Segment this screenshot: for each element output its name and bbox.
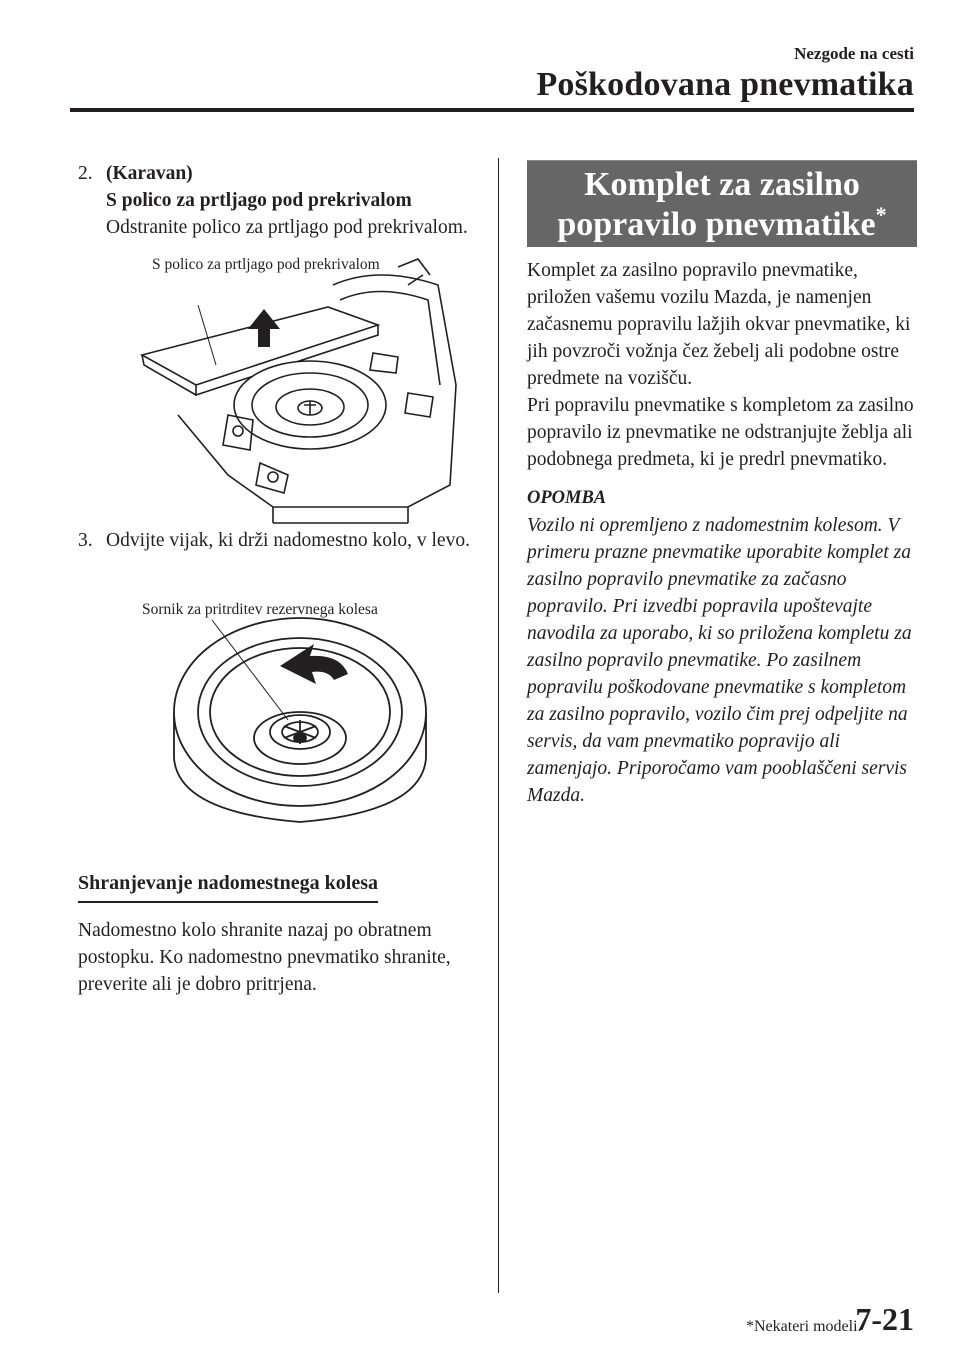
header-rule bbox=[70, 108, 914, 112]
banner-line-2 bbox=[527, 202, 917, 245]
trunk-illustration bbox=[78, 245, 478, 525]
kit-paragraph-1: Komplet za zasilno popravilo pnevmatike, priložen vašemu vozilu Mazda, je namenjen začasnemu popravilu lažjih okvar pnevmatike, ki jih povzroči vožnja čez žebelj ali podobne ostre predmete na vozišču. bbox=[527, 260, 911, 389]
figure-2-label: Sornik za pritrditev rezervnega kolesa bbox=[142, 601, 378, 618]
store-spare-paragraph: Nadomestno kolo shranite nazaj po obratnem postopku. Ko nadomestno pnevmatiko shranite, preverite ali je dobro pritrjena. bbox=[78, 920, 451, 995]
note-heading: OPOMBA bbox=[527, 488, 607, 508]
kit-paragraph-2: Pri popravilu pnevmatike s kompletom za zasilno popravilo iz pnevmatike ne odstranjujte žeblja ali podobnega predmeta, ki je predrl pnevmatiko. bbox=[527, 395, 914, 470]
banner-line-1: Komplet za zasilno bbox=[584, 166, 860, 203]
footnote: *Nekateri modeli. bbox=[746, 1318, 862, 1335]
step-2 bbox=[78, 160, 478, 241]
step-2-condition: S polico za prtljago pod prekrivalom bbox=[106, 190, 412, 211]
figure-spare-wheel bbox=[78, 562, 478, 858]
step-2-number: 2. bbox=[78, 163, 93, 184]
step-2-variant: (Karavan) bbox=[106, 163, 193, 184]
subheading-store-spare: Shranjevanje nadomestnega kolesa bbox=[78, 870, 378, 903]
figure-1-label: S polico za prtljago pod prekrivalom bbox=[152, 256, 380, 273]
step-3-number: 3. bbox=[78, 530, 93, 551]
step-3 bbox=[78, 527, 478, 554]
section-banner bbox=[527, 160, 917, 247]
step-2-text: Odstranite polico za prtljago pod prekrivalom. bbox=[106, 217, 468, 238]
right-column bbox=[527, 160, 917, 809]
chapter-title: Nezgode na cesti bbox=[794, 44, 914, 63]
column-divider bbox=[498, 158, 499, 1293]
banner-asterisk: * bbox=[875, 202, 887, 227]
step-3-text: Odvijte vijak, ki drži nadomestno kolo, v levo. bbox=[106, 530, 470, 551]
page-number: 7-21 bbox=[855, 1301, 914, 1337]
note-text: Vozilo ni opremljeno z nadomestnim kolesom. V primeru prazne pnevmatike uporabite komplet za zasilno popravilo pnevmatike za začasno popravilo. Pri izvedbi popravila upoštevajte navodila za uporabo, ki so priložena kompletu za zasilno popravilo pnevmatike. Po zasilnem popravilu poškodovane pnevmatike s kompletom za zasilno popravilo, vozilo čim prej odpeljite na servis, da vam pnevmatiko popravijo ali zamenjajo. Priporočamo vam pooblaščeni servis Mazda. bbox=[527, 515, 912, 806]
banner-line-2-text: popravilo pnevmatike bbox=[557, 206, 876, 243]
section-title: Poškodovana pnevmatika bbox=[536, 66, 914, 103]
left-column bbox=[78, 160, 478, 998]
figure-trunk-cover bbox=[78, 245, 478, 525]
